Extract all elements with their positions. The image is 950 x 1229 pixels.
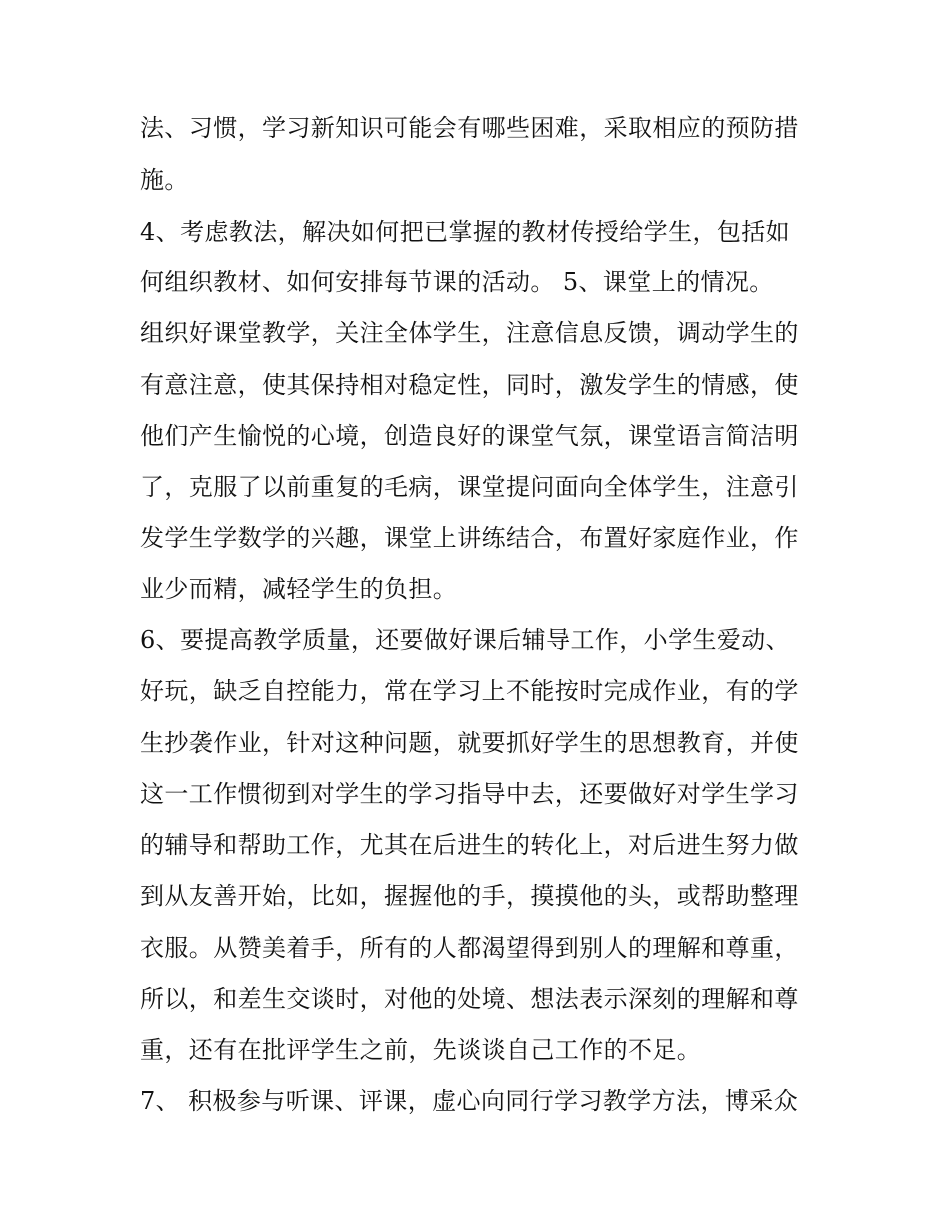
text-line: 好玩，缺乏自控能力，常在学习上不能按时完成作业，有的学 bbox=[140, 677, 799, 705]
text-line: 6、要提高教学质量，还要做好课后辅导工作，小学生爱动、 bbox=[140, 626, 791, 654]
text-line: 4、考虑教法，解决如何把已掌握的教材传授给学生，包括如 bbox=[140, 218, 791, 246]
text-line: 生抄袭作业，针对这种问题，就要抓好学生的思想教育，并使 bbox=[140, 729, 799, 757]
text-line: 施。 bbox=[140, 166, 189, 194]
text-line: 7、 积极参与听课、评课，虚心向同行学习教学方法，博采众 bbox=[140, 1087, 799, 1115]
text-line: 到从友善开始，比如，握握他的手，摸摸他的头，或帮助整理 bbox=[140, 882, 799, 910]
text-line: 这一工作惯彻到对学生的学习指导中去，还要做好对学生学习 bbox=[140, 780, 799, 808]
text-line: 他们产生愉悦的心境，创造良好的课堂气氛，课堂语言简洁明 bbox=[140, 422, 799, 450]
text-line: 有意注意，使其保持相对稳定性，同时，激发学生的情感，使 bbox=[140, 371, 799, 399]
text-line: 法、习惯，学习新知识可能会有哪些困难，采取相应的预防措 bbox=[140, 114, 799, 142]
text-line: 所以，和差生交谈时，对他的处境、想法表示深刻的理解和尊 bbox=[140, 985, 799, 1013]
text-line: 组织好课堂教学，关注全体学生，注意信息反馈，调动学生的 bbox=[140, 319, 799, 347]
text-line: 的辅导和帮助工作，尤其在后进生的转化上，对后进生努力做 bbox=[140, 831, 799, 859]
text-line: 业少而精，减轻学生的负担。 bbox=[140, 575, 458, 603]
text-line: 何组织教材、如何安排每节课的活动。 5、课堂上的情况。 bbox=[140, 268, 774, 296]
text-line: 了，克服了以前重复的毛病，课堂提问面向全体学生，注意引 bbox=[140, 473, 799, 501]
text-line: 衣服。从赞美着手，所有的人都渴望得到别人的理解和尊重， bbox=[140, 934, 799, 962]
text-line: 发学生学数学的兴趣，课堂上讲练结合，布置好家庭作业，作 bbox=[140, 524, 799, 552]
text-line: 重，还有在批评学生之前，先谈谈自己工作的不足。 bbox=[140, 1036, 702, 1064]
